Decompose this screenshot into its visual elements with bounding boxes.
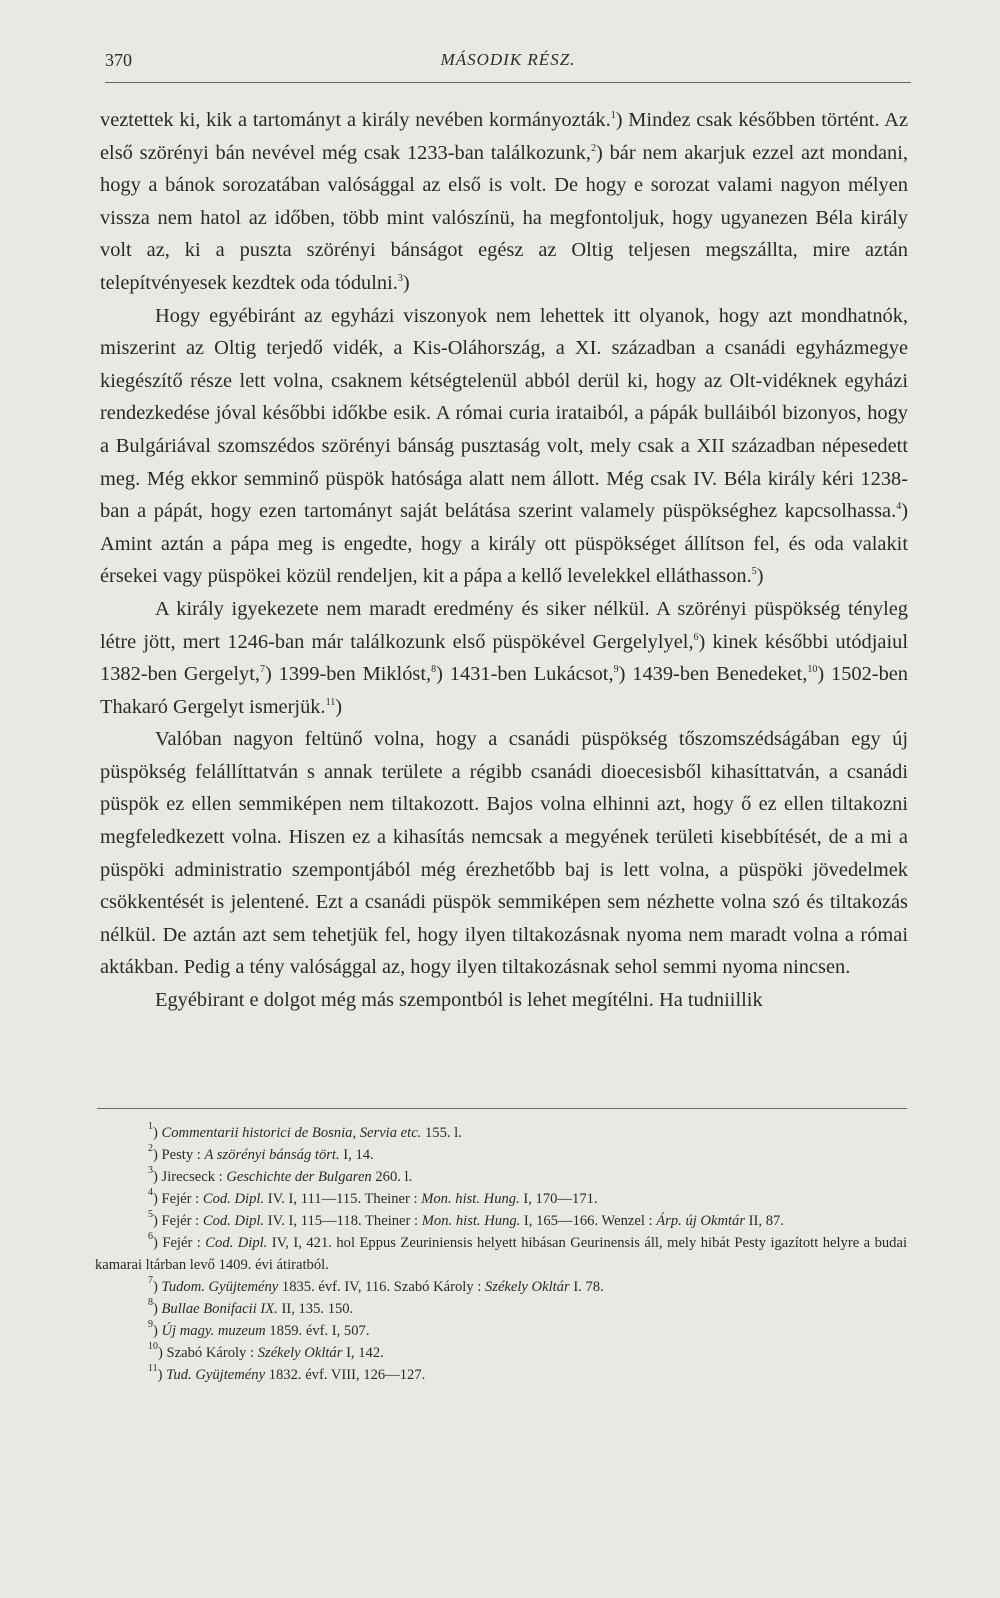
- footnote-mark: 11: [148, 1363, 158, 1374]
- italic-citation: Székely Okltár: [257, 1345, 343, 1361]
- text-run: ) 1502-ben Thakaró Gergelyt ismerjük.: [100, 663, 909, 718]
- footnote: [95, 1166, 907, 1188]
- text-run: I, 165—166. Wenzel :: [520, 1213, 657, 1229]
- footnote: [95, 1232, 907, 1276]
- paragraph: [100, 723, 908, 984]
- footnote-mark-paren: ): [153, 1191, 162, 1207]
- text-run: Fejér :: [162, 1235, 206, 1251]
- text-run: ) Mindez csak későbben történt. Az első szörényi bán nevével még csak 1233-ban találkozunk,: [100, 109, 908, 164]
- text-run: ): [756, 565, 764, 588]
- text-run: I. 78.: [569, 1279, 604, 1295]
- text-run: ) 1399-ben Miklóst,: [264, 663, 432, 686]
- footnote-mark-paren: ): [153, 1147, 162, 1163]
- text-run: Egyébirant e dolgot még más szempontból is lehet megítélni. Ha tudniillik: [155, 989, 763, 1012]
- italic-citation: Cod. Dipl.: [202, 1191, 265, 1207]
- footnote-mark-paren: ): [153, 1301, 162, 1317]
- footnote-reference: 4: [896, 501, 902, 513]
- italic-citation: Tudom. Gyüjtemény: [161, 1279, 279, 1295]
- footnote: [95, 1320, 907, 1342]
- text-run: Hogy egyébiránt az egyházi viszonyok nem lehettek itt olyanok, hogy azt mondhatnók, miszerint az Oltig terjedő vidék, a Kis-Oláhország, a XI. században a csanádi egyházmegye kiegészítő része lett volna, csaknem kétségtelenül abból derül ki, hogy az Olt-vidéknek egyházi rendezkedése jóval későbbi időkbe esik. A római curia irataiból, a pápák bulláiból bizonyos, hogy a Bulgáriával szomszédos szörényi bánság pusztaság volt, mely csak a XII században népesedett meg. Még ekkor semminő püspök hatósága alatt nem állott. Még csak IV. Béla király kéri 1238-ban a pápát, hogy ezen tartományt saját belátása szerint valamely püspökséghez kapcsolhassa.: [100, 304, 908, 523]
- footnote-mark: 10: [148, 1341, 158, 1352]
- footnote: [95, 1342, 907, 1364]
- text-run: Jirecseck :: [161, 1169, 227, 1185]
- text-run: 1832. évf. VIII, 126—127.: [265, 1367, 426, 1383]
- text-run: Pesty :: [161, 1147, 205, 1163]
- footnote-mark: 7: [148, 1275, 153, 1286]
- footnote-mark: 2: [148, 1143, 153, 1154]
- footnote: [95, 1188, 907, 1210]
- italic-citation: Mon. hist. Hung.: [421, 1213, 521, 1229]
- footnote: [95, 1210, 907, 1232]
- footnote-mark: 8: [148, 1297, 153, 1308]
- text-run: ): [335, 695, 342, 718]
- italic-citation: Geschichte der Bulgaren: [226, 1169, 372, 1185]
- text-run: Fejér :: [161, 1191, 203, 1207]
- text-run: 260. l.: [371, 1169, 413, 1185]
- footnote-mark-paren: ): [153, 1323, 162, 1339]
- footnote-reference: 5: [751, 566, 757, 578]
- paragraph: [100, 104, 908, 300]
- text-run: IV. I, 115—118. Theiner :: [264, 1213, 422, 1229]
- text-run: I, 142.: [342, 1345, 384, 1361]
- footnote: [95, 1276, 907, 1298]
- italic-citation: Tud. Gyüjtemény: [166, 1367, 266, 1383]
- paragraph: [100, 300, 908, 593]
- text-run: II, 135. 150.: [277, 1301, 354, 1317]
- footnote-mark: 3: [148, 1165, 153, 1176]
- footnote-reference: 8: [431, 664, 437, 676]
- text-run: ) kinek későbbi utódjaiul 1382-ben Gergelyt,: [100, 630, 908, 686]
- footnote-rule: [97, 1108, 907, 1109]
- body-text: [100, 104, 908, 1017]
- text-run: A király igyekezete nem maradt eredmény és siker nélkül. A szörényi püspökség tényleg létre jött, mert 1246-ban már találkozunk első püspökével Gergelylyel,: [100, 597, 908, 653]
- text-run: IV, I, 421. hol Eppus Zeuriniensis helyett hibásan Geurinensis áll, mely hibát Pesty igazított helyre a budai kamarai ltárban levő 1409. évi átiratból.: [95, 1235, 908, 1273]
- footnote-reference: 11: [325, 696, 336, 708]
- paragraph: [100, 984, 908, 1017]
- text-run: Szabó Károly :: [166, 1345, 258, 1361]
- italic-citation: A szörényi bánság tört.: [204, 1147, 340, 1163]
- footnote: [95, 1298, 907, 1320]
- footnote-reference: 1: [610, 110, 616, 121]
- paragraph: [100, 593, 908, 723]
- italic-citation: Székely Okltár: [484, 1279, 570, 1295]
- italic-citation: Árp. új Okmtár: [656, 1213, 746, 1229]
- text-run: Valóban nagyon feltünő volna, hogy a csanádi püspökség tőszomszédságában egy új püspökség felállíttatván s annak területe a régibb csanádi dioecesisből kihasíttatván, a csanádi püspök ez ellen semmiképen nem tiltakozott. Bajos volna elhinni azt, hogy ő ez ellen tiltakozni megfeledkezett volna. Hiszen ez a kihasítás nemcsak a megyének területi kisebbítését, de a mi a püspöki administratio szempontjából még érezhetőbb baj is lett volna, a püspöki jövedelmek csökkentését is jelentené. Ezt a csanádi püspök semmiképen sem nézhette volna szó és tiltakozás nélkül. De aztán azt sem tehetjük fel, hogy ilyen tiltakozásnak nyoma nem maradt volna a római aktákban. Pedig a tény valósággal az, hogy ilyen tiltakozásnak sehol semmi nyoma nincsen.: [100, 728, 908, 979]
- page-number: 370: [105, 50, 132, 70]
- text-run: 155. l.: [421, 1125, 462, 1141]
- footnote-mark: 5: [148, 1209, 153, 1220]
- footnote: [95, 1364, 907, 1386]
- footnote: [95, 1144, 907, 1166]
- text-run: 1859. évf. I, 507.: [265, 1323, 370, 1339]
- footnote-reference: 6: [693, 631, 699, 643]
- footnote-mark-paren: ): [153, 1125, 162, 1141]
- footnote: [95, 1122, 907, 1144]
- footnote-mark-paren: ): [153, 1213, 162, 1229]
- text-run: veztettek ki, kik a tartományt a király nevében kormányozták.: [100, 109, 611, 131]
- text-run: ): [402, 271, 410, 294]
- text-run: ) bár nem akarjuk ezzel azt mondani, hogy a bánok sorozatában valósággal az első is volt. De hogy e sorozat valami nagyon mélyen vissza nem hatol az időben, több mint valószínü, ha megfontoljuk, hogy ugyanezen Béla király volt az, ki a puszta szörényi bánságot egész az Oltig teljesen megszállta, mire aztán telepítvényesek kezdtek oda tódulni.: [100, 141, 909, 294]
- running-title: MÁSODIK RÉSZ.: [440, 50, 576, 69]
- page-header: [105, 50, 911, 74]
- italic-citation: Cod. Dipl.: [202, 1213, 265, 1229]
- footnote-reference: 2: [591, 142, 596, 154]
- text-run: ) 1439-ben Benedeket,: [618, 663, 808, 686]
- text-run: I, 14.: [339, 1147, 374, 1163]
- italic-citation: Bullae Bonifacii IX.: [161, 1301, 278, 1317]
- italic-citation: Commentarii historici de Bosnia, Servia etc.: [161, 1125, 422, 1141]
- footnote-mark-paren: ): [153, 1279, 162, 1295]
- footnote-mark-paren: ): [153, 1235, 163, 1251]
- footnote-mark-paren: ): [153, 1169, 162, 1185]
- footnote-mark-paren: ): [158, 1345, 167, 1361]
- footnote-mark: 6: [148, 1231, 153, 1242]
- footnote-reference: 3: [397, 272, 403, 284]
- footnotes: [95, 1122, 907, 1386]
- text-run: ) Amint aztán a pápa meg is engedte, hogy a király ott püspökséget állítson fel, és oda valakit érsekei vagy püspökei közül rendeljen, kit a pápa a kellő levelekkel elláthasson.: [100, 500, 908, 588]
- footnote-mark: 1: [148, 1121, 153, 1132]
- footnote-reference: 10: [807, 664, 818, 676]
- header-rule: [105, 82, 911, 83]
- text-run: IV. I, 111—115. Theiner :: [264, 1191, 422, 1207]
- text-run: I, 170—171.: [519, 1191, 598, 1207]
- footnote-mark: 9: [148, 1319, 153, 1330]
- text-run: 1835. évf. IV, 116. Szabó Károly :: [278, 1279, 485, 1295]
- text-run: Fejér :: [161, 1213, 203, 1229]
- italic-citation: Mon. hist. Hung.: [421, 1191, 520, 1207]
- footnote-reference: 7: [259, 664, 265, 676]
- italic-citation: Cod. Dipl.: [205, 1235, 268, 1251]
- footnote-mark-paren: ): [157, 1367, 167, 1383]
- text-run: ) 1431-ben Lukácsot,: [436, 663, 614, 686]
- italic-citation: Új magy. muzeum: [161, 1323, 266, 1339]
- footnote-reference: 9: [613, 664, 619, 676]
- text-run: II, 87.: [745, 1213, 784, 1229]
- footnote-mark: 4: [148, 1187, 153, 1198]
